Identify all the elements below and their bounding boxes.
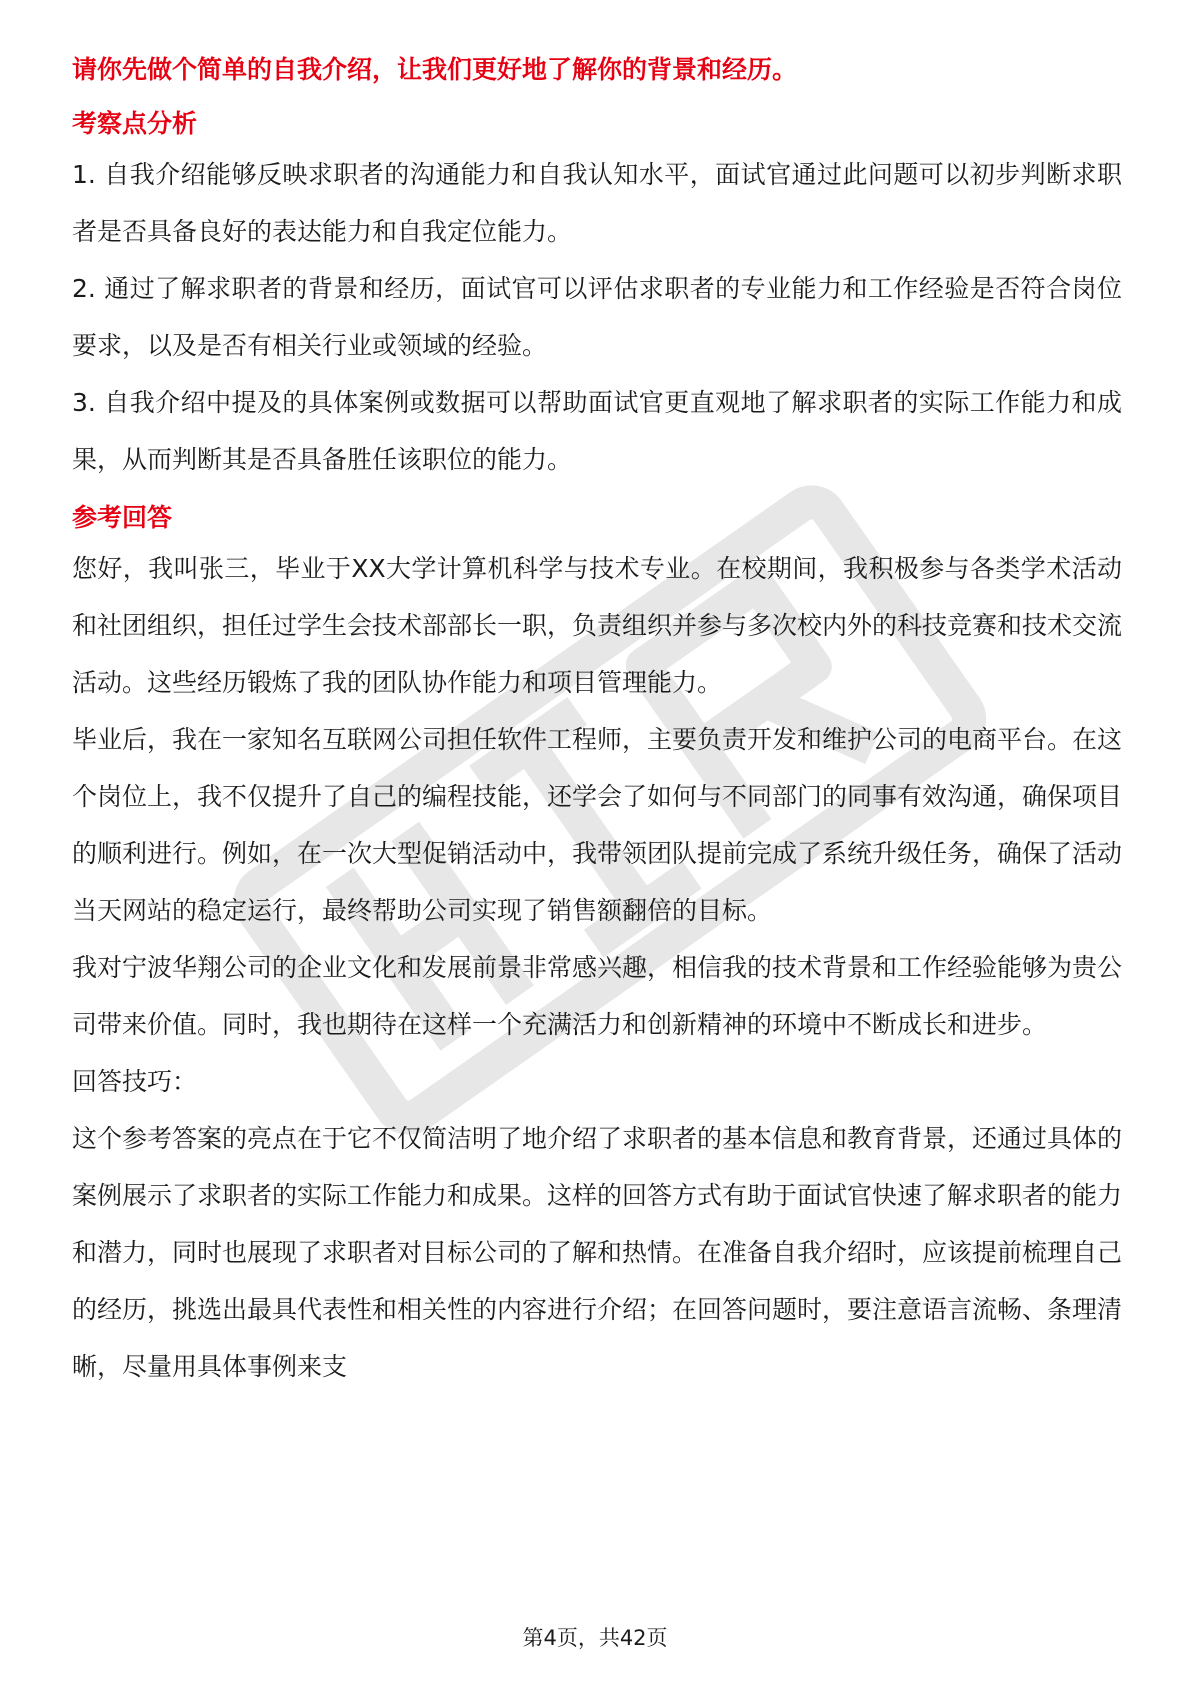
analysis-point-2: 2. 通过了解求职者的背景和经历，面试官可以评估求职者的专业能力和工作经验是否符合岗位要求，以及是否有相关行业或领域的经验。 [72, 274, 1122, 360]
tips-text: 这个参考答案的亮点在于它不仅简洁明了地介绍了求职者的基本信息和教育背景，还通过具体的案例展示了求职者的实际工作能力和成果。这样的回答方式有助于面试官快速了解求职者的能力和潜力，同时也展现了求职者对目标公司的了解和热情。在准备自我介绍时，应该提前梳理自己的经历，挑选出最具代表性和相关性的内容进行介绍；在回答问题时，要注意语言流畅、条理清晰，尽量用具体事例来支 [72, 1124, 1123, 1381]
reference-paragraph-2: 毕业后，我在一家知名互联网公司担任软件工程师，主要负责开发和维护公司的电商平台。在这个岗位上，我不仅提升了自己的编程技能，还学会了如何与不同部门的同事有效沟通，确保项目的顺利进行。例如，在一次大型促销活动中，我带领团队提前完成了系统升级任务，确保了活动当天网站的稳定运行，最终帮助公司实现了销售额翻倍的目标。 [72, 725, 1123, 925]
document-page [72, 50, 1122, 1395]
reference-heading: 参考回答 [72, 503, 173, 532]
analysis-points [72, 146, 1122, 488]
analysis-point-1: 1. 自我介绍能够反映求职者的沟通能力和自我认知水平，面试官通过此问题可以初步判断求职者是否具备良好的表达能力和自我定位能力。 [72, 160, 1122, 246]
analysis-heading: 考察点分析 [72, 109, 198, 138]
reference-paragraph-1: 您好，我叫张三，毕业于XX大学计算机科学与技术专业。在校期间，我积极参与各类学术活动和社团组织，担任过学生会技术部部长一职，负责组织并参与多次校内外的科技竞赛和技术交流活动。这些经历锻炼了我的团队协作能力和项目管理能力。 [72, 554, 1123, 697]
interview-question: 请你先做个简单的自我介绍，让我们更好地了解你的背景和经历。 [72, 55, 798, 84]
analysis-point-3: 3. 自我介绍中提及的具体案例或数据可以帮助面试官更直观地了解求职者的实际工作能力和成果，从而判断其是否具备胜任该职位的能力。 [72, 388, 1122, 474]
tips-label: 回答技巧： [72, 1067, 198, 1096]
reference-paragraph-3: 我对宁波华翔公司的企业文化和发展前景非常感兴趣，相信我的技术背景和工作经验能够为贵公司带来价值。同时，我也期待在这样一个充满活力和创新精神的环境中不断成长和进步。 [72, 953, 1123, 1039]
page-footer: 第4页，共42页 [522, 1626, 668, 1650]
